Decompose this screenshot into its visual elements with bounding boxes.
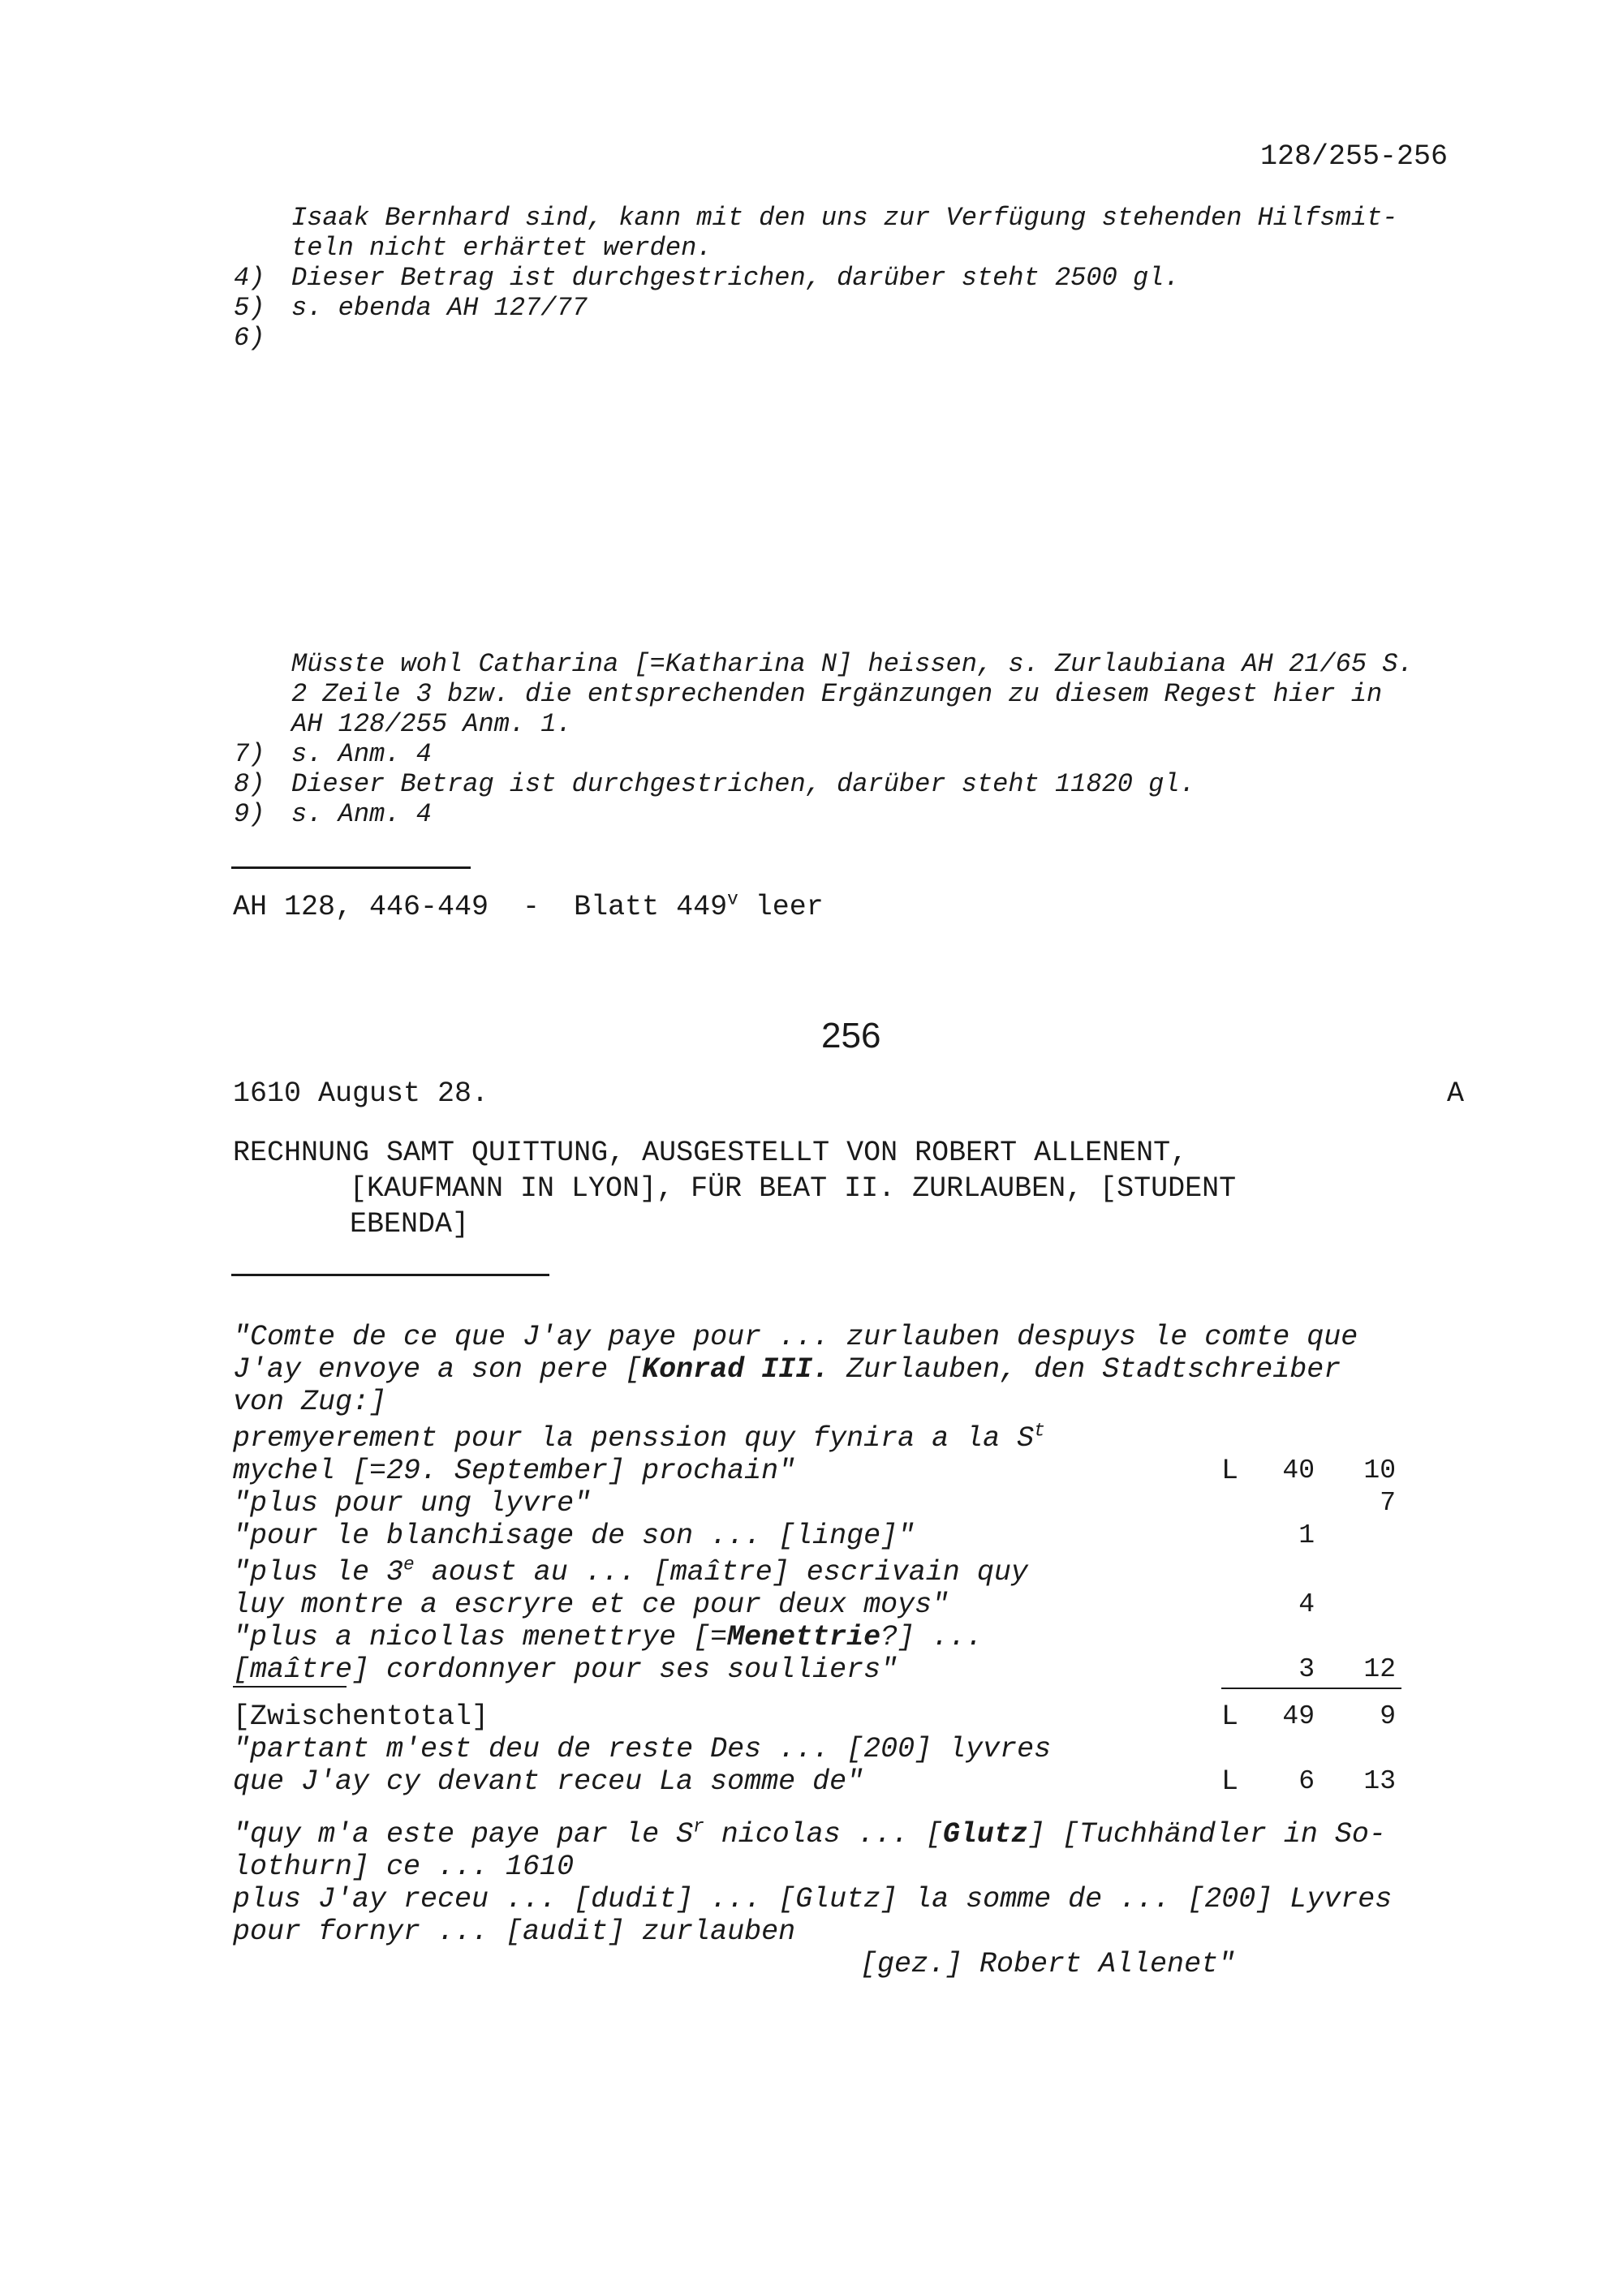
- item-4-livres: 4: [1298, 1589, 1315, 1619]
- entry-letter: A: [1447, 1077, 1465, 1110]
- intro-line-2: J'ay envoye a son pere [Konrad III. Zurlauben, den Stadtschreiber: [233, 1353, 1341, 1386]
- footnote-continuation-line-1: Isaak Bernhard sind, kann mit den uns zur Verfügung stehenden Hilfsmit-: [291, 203, 1398, 233]
- item-3-livres: 1: [1298, 1520, 1315, 1550]
- receipt-line-2: lothurn] ce ... 1610: [233, 1851, 575, 1883]
- rest-line-2: que J'ay cy devant receu La somme de": [233, 1765, 864, 1798]
- subtotal-label: [Zwischentotal]: [233, 1701, 489, 1733]
- intro-line-3: von Zug:]: [233, 1386, 387, 1418]
- item-1-line-1: premyerement pour la penssion quy fynira a la $S^t$: [233, 1420, 1045, 1455]
- entry-number: 256: [821, 1016, 881, 1056]
- footnote-4-label: 4): [234, 263, 265, 293]
- item-1-line-2: mychel [=29. September] prochain": [233, 1455, 796, 1487]
- intro-line-1: "Comte de ce que J'ay paye pour ... zurlauben despuys le comte que: [233, 1321, 1358, 1353]
- footnote-6-line-1: Müsste wohl Catharina [=Katharina N] heissen, s. Zurlaubiana AH 21/65 S.: [291, 649, 1414, 679]
- footnote-5-text: s. ebenda AH 127/77: [291, 293, 588, 323]
- item-4-line-2: luy montre a escryre et ce pour deux moys": [233, 1589, 949, 1621]
- item-1-sols: 10: [1363, 1455, 1396, 1486]
- item-4-line-1: "plus le 3e aoust au ... [maître] escrivain quy: [233, 1554, 1028, 1589]
- footnote-4-text: Dieser Betrag ist durchgestrichen, darüber steht 2500 gl.: [291, 263, 1180, 293]
- entry-title-line-3: EBENDA]: [350, 1208, 470, 1240]
- item-2-sols: 7: [1380, 1488, 1396, 1518]
- rest-sols: 13: [1363, 1766, 1396, 1796]
- signature: [gez.] Robert Allenet": [860, 1948, 1236, 1980]
- page-reference: 128/255-256: [1260, 140, 1449, 173]
- entry-date: 1610 August 28.: [233, 1077, 489, 1110]
- title-divider: [231, 1274, 549, 1276]
- receipt-line-1: "quy m'a este paye par le $S^r$ nicolas ... [Glutz] [Tuchhändler in So-: [233, 1816, 1386, 1851]
- footnote-6-line-3: AH 128/255 Anm. 1.: [291, 709, 572, 739]
- footnote-5-label: 5): [234, 293, 265, 323]
- item-5-line-1: "plus a nicollas menettrye [=Menettrie?] ...: [233, 1621, 984, 1653]
- item-5-livres: 3: [1298, 1654, 1315, 1684]
- rest-livres: 6: [1298, 1766, 1315, 1796]
- footnote-continuation-line-2: teln nicht erhärtet werden.: [291, 233, 712, 263]
- footnote-9-label: 9): [234, 799, 265, 829]
- footnote-6-label: 6): [234, 323, 265, 353]
- sum-line: [1221, 1688, 1401, 1689]
- rest-line-1: "partant m'est deu de reste Des ... [200] lyvres: [233, 1733, 1052, 1765]
- footnote-9-text: s. Anm. 4: [291, 799, 432, 829]
- source-line: AH 128, 446-449 - Blatt 449$^v$ leer: [233, 888, 824, 923]
- footnote-8-label: 8): [234, 769, 265, 799]
- entry-title-line-1: RECHNUNG SAMT QUITTUNG, AUSGESTELLT VON ROBERT ALLENENT,: [233, 1137, 1188, 1169]
- item-5-underline: [233, 1686, 347, 1688]
- footnote-7-label: 7): [234, 739, 265, 769]
- subtotal-livres: 49: [1282, 1701, 1315, 1731]
- footnote-6-line-2: 2 Zeile 3 bzw. die entsprechenden Ergänzungen zu diesem Regest hier in: [291, 679, 1383, 709]
- item-5-sols: 12: [1363, 1654, 1396, 1684]
- item-5-line-2: [maître] cordonnyer pour ses soulliers": [233, 1653, 898, 1686]
- footnote-8-text: Dieser Betrag ist durchgestrichen, darüber steht 11820 gl.: [291, 769, 1195, 799]
- rest-currency: L: [1221, 1765, 1239, 1798]
- receipt-line-3: plus J'ay receu ... [dudit] ... [Glutz] la somme de ... [200] Lyvres: [233, 1883, 1393, 1915]
- item-1-currency: L: [1221, 1455, 1239, 1487]
- item-1-livres: 40: [1282, 1455, 1315, 1486]
- subtotal-sols: 9: [1380, 1701, 1396, 1731]
- footnote-divider: [231, 866, 471, 869]
- item-2: "plus pour ung lyvre": [233, 1487, 592, 1520]
- item-3: "pour le blanchisage de son ... [linge]": [233, 1520, 915, 1552]
- subtotal-currency: L: [1221, 1701, 1239, 1733]
- footnote-7-text: s. Anm. 4: [291, 739, 432, 769]
- entry-title-line-2: [KAUFMANN IN LYON], FÜR BEAT II. ZURLAUBEN, [STUDENT: [350, 1172, 1237, 1205]
- receipt-line-4: pour fornyr ... [audit] zurlauben: [233, 1915, 796, 1948]
